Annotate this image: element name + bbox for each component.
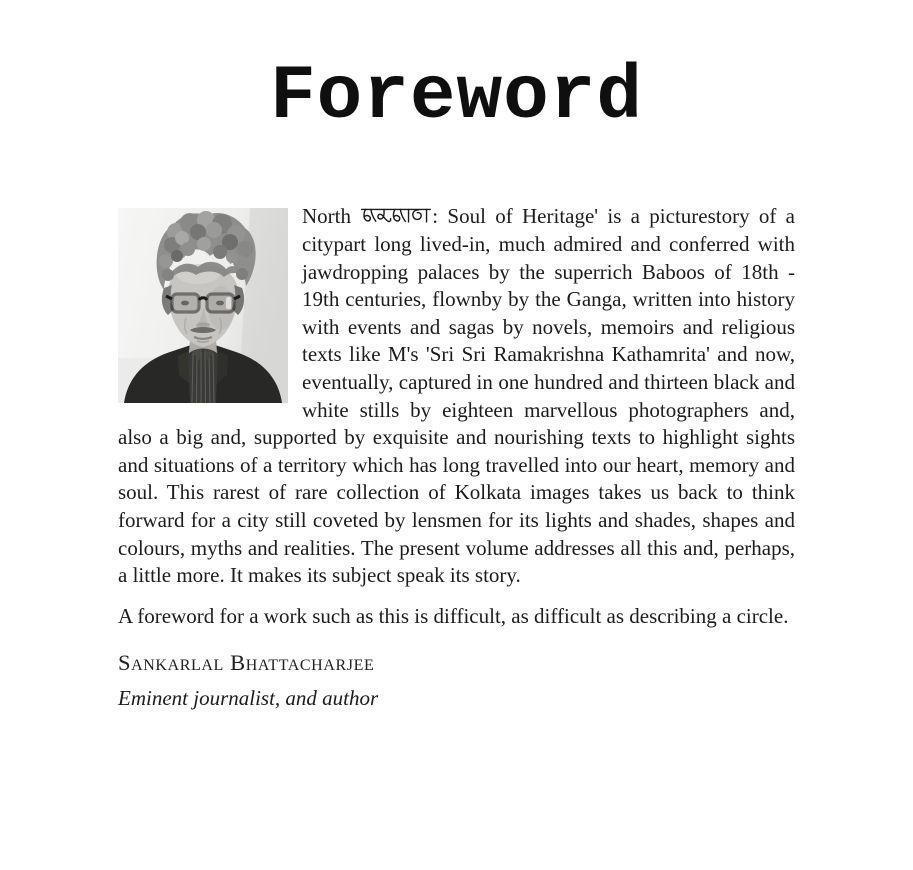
portrait-illustration [118,208,288,403]
author-role: Eminent journalist, and author [118,685,379,710]
bengali-kolkata-word [360,207,432,226]
author-name: Sankarlal Bhattacharjee [118,650,375,676]
bengali-script-glyphs [360,207,432,226]
paragraph-1-body: : Soul of Heritage' is a picturestory of a citypart long lived-in, much admired and conferred with jawdropping palaces by the superrich Baboos of 18th - 19th centuries, flownby by the Ganga, written into history with events and sagas by novels, memoirs and religious texts like M's 'Sri Sri Ramakrishna Kathamrita' and now, eventually, captured in one hundred and thirteen black and white stills by eighteen marvellous photographers and, also a big and, supported by exquisite and nourishing texts to highlight sights and situations of a territory which has long travelled into our heart, memory and soul. This rarest of rare collection of Kolkata images takes us back to think forward for a city still coveted by lensmen for its lights and shades, shapes and colours, myths and realities. The present volume addresses all this and, perhaps, a little more. It makes its subject speak its story. [118,204,795,588]
foreword-paragraph-2: A foreword for a work such as this is difficult, as difficult as describing a circle. [118,603,789,628]
page-title: Foreword [270,54,643,140]
paragraph-1-lead: North [302,204,361,229]
author-portrait-photo [118,208,288,403]
foreword-content [118,203,795,712]
